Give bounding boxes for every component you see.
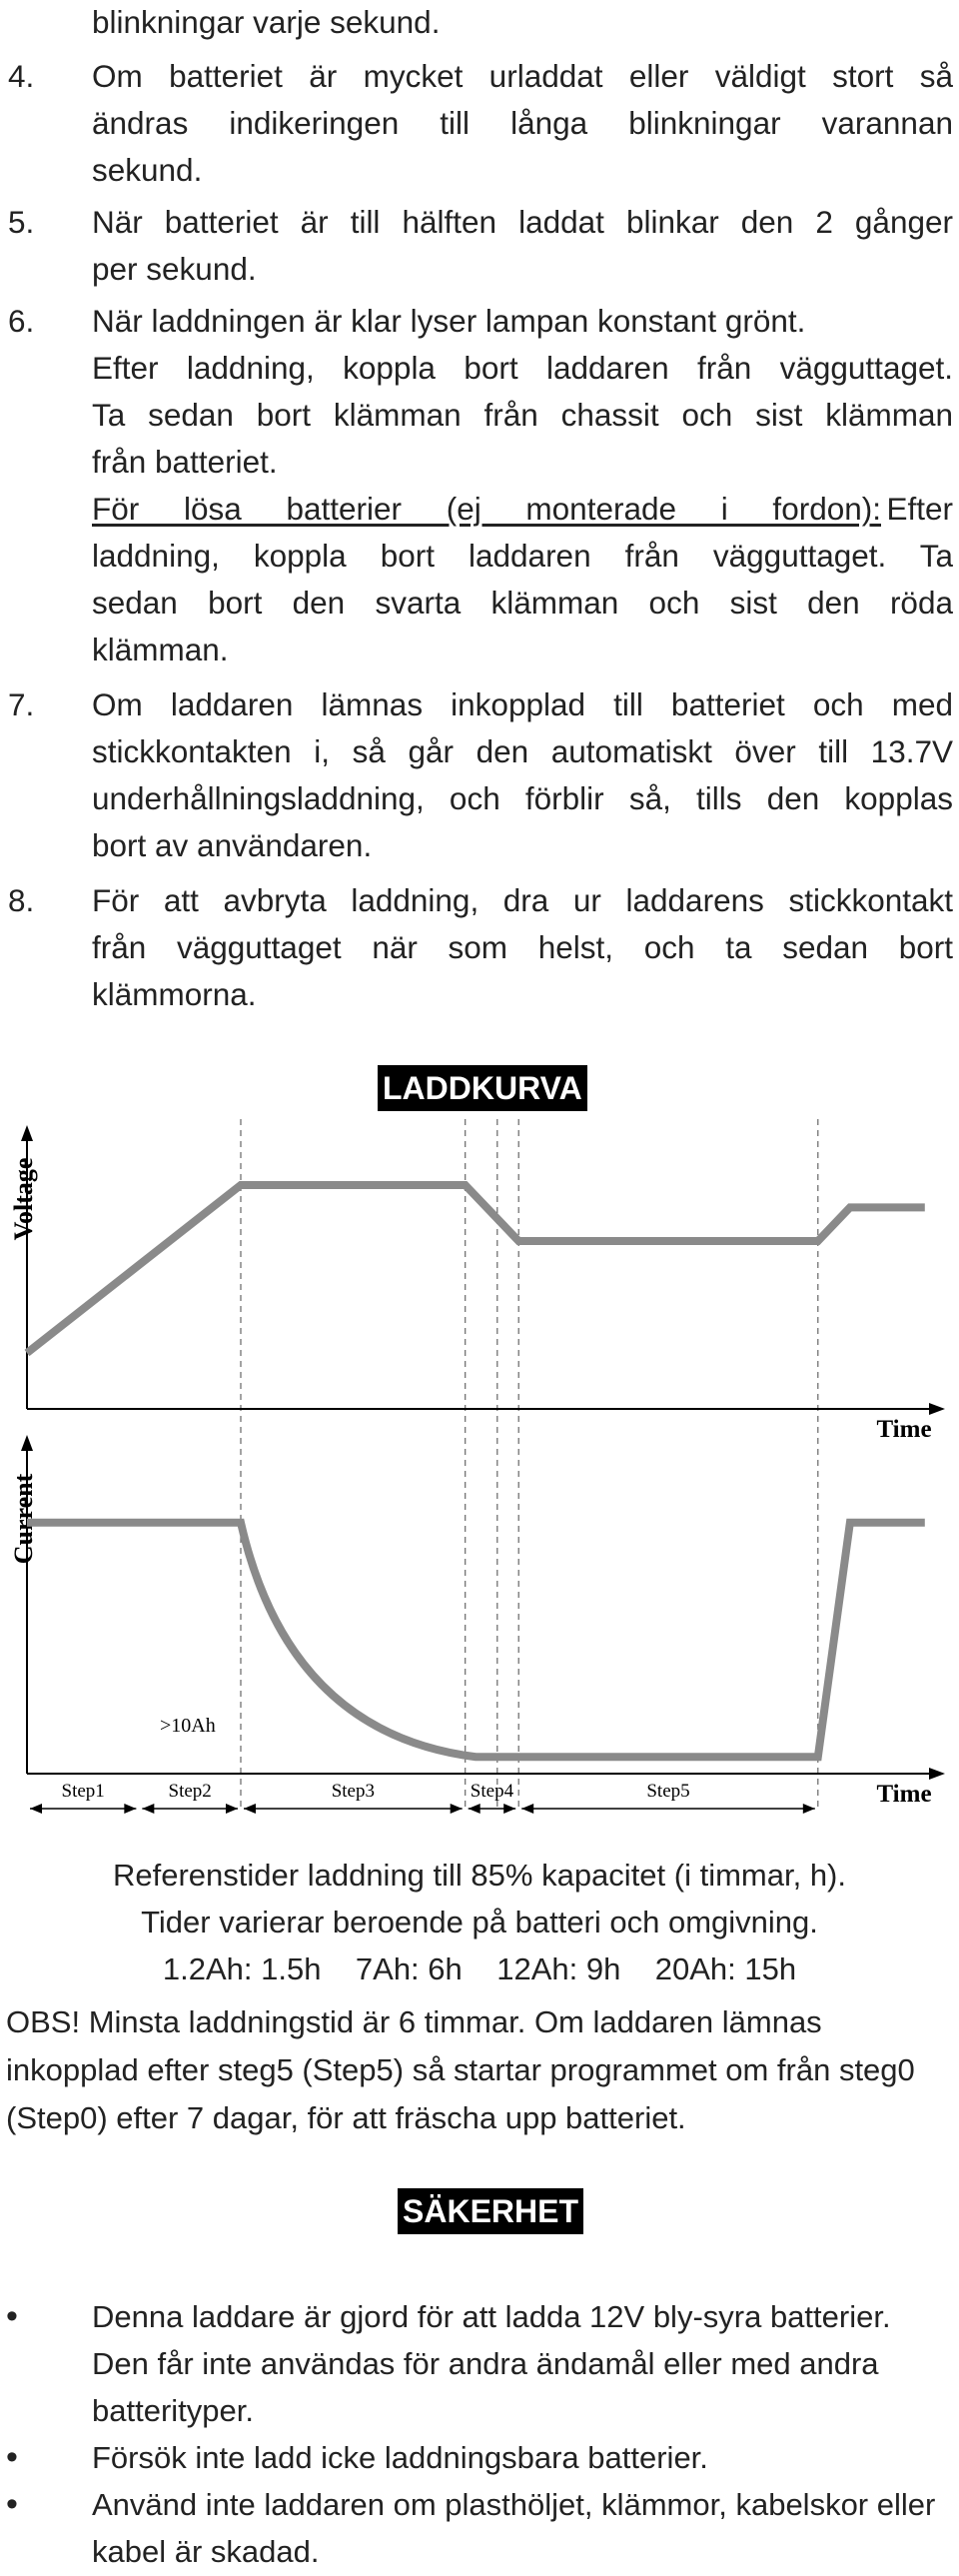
x-axis-label-time: Time	[876, 1416, 932, 1443]
bullet-icon: •	[6, 2297, 18, 2335]
bullet-icon: •	[6, 2485, 18, 2523]
annotation-10ah: >10Ah	[160, 1715, 216, 1737]
safety-item-3: Använd inte laddaren om plasthöljet, klämmor, kabelskor eller kabel är skadad.	[92, 2487, 936, 2569]
item6-loose-line	[92, 486, 953, 533]
item7-number: 7.	[8, 686, 35, 722]
item6-line2: Efter laddning, koppla bort laddaren från vägguttaget.	[92, 350, 953, 386]
item4-line3: sekund.	[92, 152, 203, 188]
series-line-voltage	[27, 1185, 925, 1353]
arrow-left-icon	[521, 1804, 533, 1814]
item4-line2: ändras indikeringen till långa blinkningar varannan	[92, 105, 953, 141]
item6-loose-line4: klämman.	[92, 632, 229, 667]
y-axis-arrow-icon	[21, 1435, 33, 1451]
item6-loose-rest: Efter	[886, 491, 953, 527]
safety-heading: SÄKERHET	[398, 2188, 583, 2234]
item8-line3: klämmorna.	[92, 976, 257, 1012]
item7-line3: underhållningsladdning, och förblir så, tills den kopplas	[92, 780, 953, 816]
item4-number: 4.	[8, 58, 35, 94]
step-label-4: Step4	[470, 1781, 514, 1802]
item4-line1: Om batteriet är mycket urladdat eller väldigt stort så	[92, 58, 953, 94]
obs-paragraph: OBS! Minsta laddningstid är 6 timmar. Om laddaren lämnas inkopplad efter steg5 (Step5) så startar programmet om från steg0 (Step0) efter 7 dagar, för att fräscha upp batteriet.	[6, 2004, 915, 2135]
item6-loose-label: För lösa batterier (ej monterade i fordon):	[92, 491, 881, 527]
arrow-left-icon	[30, 1804, 42, 1814]
item6-line3: Ta sedan bort klämman från chassit och sist klämman	[92, 397, 953, 433]
arrow-left-icon	[244, 1804, 256, 1814]
step-label-3: Step3	[331, 1781, 375, 1802]
item6-number: 6.	[8, 303, 35, 339]
item6-loose-line2: laddning, koppla bort laddaren från vägguttaget. Ta	[92, 538, 953, 574]
bullet-icon: •	[6, 2438, 18, 2476]
safety-item-2: Försök inte ladd icke laddningsbara batterier.	[92, 2440, 708, 2475]
chart-heading: LADDKURVA	[378, 1065, 587, 1111]
arrow-right-icon	[803, 1804, 815, 1814]
reference-line2: Tider varierar beroende på batteri och omgivning.	[141, 1905, 818, 1939]
item6-loose-line3: sedan bort den svarta klämman och sist den röda	[92, 585, 953, 621]
item3-tail: blinkningar varje sekund.	[92, 4, 441, 40]
y-axis-label-voltage: Voltage	[9, 1157, 38, 1241]
y-axis-label-current: Current	[9, 1473, 38, 1565]
x-axis-arrow-icon	[929, 1403, 945, 1415]
safety-item-1: Denna laddare är gjord för att ladda 12V bly-syra batterier. Den får inte användas för andra ändamål eller med andra batterityper.	[92, 2299, 891, 2428]
arrow-left-icon	[469, 1804, 480, 1814]
item8-number: 8.	[8, 882, 35, 918]
x-axis-arrow-icon	[929, 1768, 945, 1780]
arrow-left-icon	[142, 1804, 154, 1814]
step-label-5: Step5	[646, 1781, 690, 1802]
item8-line1: För att avbryta laddning, dra ur laddarens stickkontakt	[92, 882, 953, 918]
item6-line1: När laddningen är klar lyser lampan konstant grönt.	[92, 303, 806, 339]
item7-line4: bort av användaren.	[92, 827, 373, 863]
y-axis-arrow-icon	[21, 1125, 33, 1141]
reference-line3: 1.2Ah: 1.5h 7Ah: 6h 12Ah: 9h 20Ah: 15h	[162, 1951, 797, 1986]
step-label-1: Step1	[61, 1781, 105, 1802]
arrow-right-icon	[226, 1804, 238, 1814]
arrow-right-icon	[451, 1804, 463, 1814]
x-axis-label-time: Time	[876, 1781, 932, 1808]
item6-line4: från batteriet.	[92, 444, 278, 480]
item7-line1: Om laddaren lämnas inkopplad till batteriet och med	[92, 686, 953, 722]
step-label-2: Step2	[168, 1781, 212, 1802]
reference-line1: Referenstider laddning till 85% kapacitet (i timmar, h).	[113, 1858, 846, 1893]
charging-curve-chart	[0, 1109, 959, 1839]
arrow-right-icon	[503, 1804, 515, 1814]
item5-line2: per sekund.	[92, 251, 257, 287]
item5-number: 5.	[8, 204, 35, 240]
arrow-right-icon	[124, 1804, 136, 1814]
item7-line2: stickkontakten i, så går den automatiskt över till 13.7V	[92, 733, 953, 769]
item5-line1: När batteriet är till hälften laddat blinkar den 2 gånger	[92, 204, 953, 240]
item8-line2: från vägguttaget när som helst, och ta sedan bort	[92, 929, 953, 965]
